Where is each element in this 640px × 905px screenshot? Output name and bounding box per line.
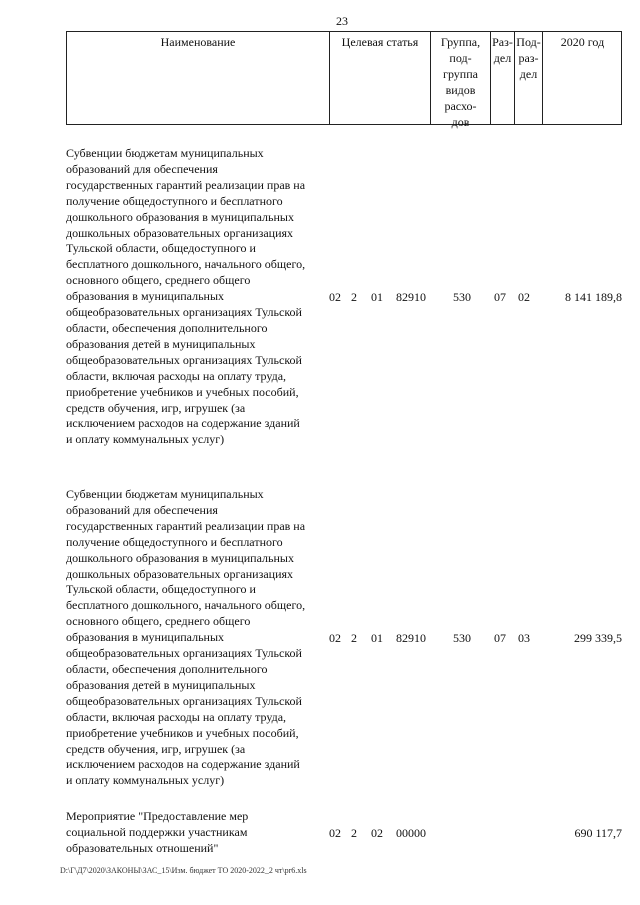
table-row	[66, 809, 622, 859]
row-name-line: дошкольных образовательных организациях	[66, 566, 294, 581]
row-name-line: приобретение учебников и учебных пособий,	[66, 725, 299, 740]
expense-group: 530	[453, 631, 471, 645]
code-program: 02	[329, 631, 341, 645]
header-group-line: дов	[451, 115, 470, 129]
row-name-line: приобретение учебников и учебных пособий,	[66, 384, 299, 399]
row-name-line: основного общего, среднего общего	[66, 614, 251, 629]
section: 07	[494, 631, 506, 645]
row-name-line: Субвенции бюджетам муниципальных	[66, 146, 264, 160]
section: 07	[494, 290, 506, 304]
row-name-line: дошкольного образования в муниципальных	[66, 209, 294, 224]
row-name-line: области, включая расходы на оплату труда,	[66, 709, 287, 724]
row-name-line: общеобразовательных организациях Тульской	[66, 646, 302, 661]
code-program: 02	[329, 826, 341, 840]
code-direction: 82910	[396, 631, 426, 645]
row-name-line: дошкольных образовательных организациях	[66, 225, 294, 240]
header-group-line: Группа,	[440, 35, 481, 49]
row-name-line: образования детей в муниципальных	[66, 336, 256, 351]
header-group-line: под-	[449, 51, 472, 65]
header-name: Наименование	[67, 32, 330, 124]
code-subprogram: 2	[351, 290, 357, 304]
row-name-line: общеобразовательных организациях Тульской	[66, 352, 302, 367]
row-name-line: дошкольного образования в муниципальных	[66, 550, 294, 565]
subsection: 02	[518, 290, 530, 304]
header-section-line: дел	[493, 51, 512, 65]
row-name-line: образовательных отношений"	[66, 840, 219, 855]
row-name-line: бесплатного дошкольного, начального общего,	[66, 598, 306, 613]
row-name-line: Тульской области, общедоступного и	[66, 241, 256, 256]
table-header	[66, 31, 622, 129]
row-name-line: общеобразовательных организациях Тульской	[66, 305, 302, 320]
table-row	[66, 146, 622, 456]
row-name-line: и оплату коммунальных услуг)	[66, 432, 225, 447]
code-direction: 00000	[396, 826, 426, 840]
subsection: 03	[518, 631, 530, 645]
row-name-line: области, включая расходы на оплату труда,	[66, 368, 287, 383]
row-name-line: бесплатного дошкольного, начального общего,	[66, 257, 306, 272]
expense-group: 530	[453, 290, 471, 304]
code-direction: 82910	[396, 290, 426, 304]
header-section-line: Раз-	[492, 35, 513, 49]
row-name	[66, 809, 328, 857]
header-section	[491, 32, 515, 124]
row-name-line: Тульской области, общедоступного и	[66, 582, 256, 597]
code-event: 01	[371, 290, 383, 304]
header-subsection-line: Под-	[516, 35, 541, 49]
header-group-line: группа	[443, 67, 478, 81]
row-name-line: образования в муниципальных	[66, 630, 225, 645]
row-name-line: области, обеспечения дополнительного	[66, 661, 268, 676]
row-name-line: общеобразовательных организациях Тульской	[66, 693, 302, 708]
row-name	[66, 487, 328, 789]
row-name-line: образования детей в муниципальных	[66, 677, 256, 692]
row-name-line: средств обучения, игр, игрушек (за	[66, 741, 246, 756]
table-row	[66, 487, 622, 797]
header-group-line: видов	[445, 83, 476, 97]
code-program: 02	[329, 290, 341, 304]
amount-2020: 8 141 189,8	[565, 290, 622, 304]
amount-2020: 690 117,7	[574, 826, 622, 840]
row-name-line: основного общего, среднего общего	[66, 273, 251, 288]
code-subprogram: 2	[351, 631, 357, 645]
row-name-line: социальной поддержки участникам	[66, 824, 248, 839]
header-group-line: расхо-	[444, 99, 477, 113]
row-name-line: исключением расходов на содержание зданий	[66, 416, 300, 431]
row-name-line: средств обучения, игр, игрушек (за	[66, 400, 246, 415]
header-year: 2020 год	[560, 35, 605, 49]
row-name	[66, 146, 328, 448]
row-name-line: исключением расходов на содержание зданий	[66, 757, 300, 772]
code-event: 02	[371, 826, 383, 840]
code-event: 01	[371, 631, 383, 645]
header-subsection-line: раз-	[518, 51, 539, 65]
row-name-line: и оплату коммунальных услуг)	[66, 773, 225, 788]
row-name-line: получение общедоступного и бесплатного	[66, 534, 283, 549]
row-name-line: области, обеспечения дополнительного	[66, 320, 268, 335]
row-name-line: государственных гарантий реализации прав на	[66, 177, 306, 192]
header-subsection-line: дел	[519, 67, 538, 81]
page-number: 23	[336, 14, 348, 28]
row-name-line: получение общедоступного и бесплатного	[66, 193, 283, 208]
row-name-line: Субвенции бюджетам муниципальных	[66, 487, 264, 501]
row-name-line: государственных гарантий реализации прав на	[66, 518, 306, 533]
header-group	[431, 32, 491, 129]
file-path-footer: D:\Г\Д7\2020\ЗАКОНЫ\ЗАС_15\Изм. бюджет ТО 2020-2022_2 чт\pr6.xls	[60, 866, 307, 875]
amount-2020: 299 339,5	[574, 631, 622, 645]
row-name-line: Мероприятие "Предоставление мер	[66, 809, 249, 823]
code-subprogram: 2	[351, 826, 357, 840]
header-subsection	[515, 32, 543, 124]
row-name-line: образований для обеспечения	[66, 161, 218, 176]
row-name-line: образований для обеспечения	[66, 502, 218, 517]
header-target-article: Целевая статья	[330, 32, 431, 124]
row-name-line: образования в муниципальных	[66, 289, 225, 304]
